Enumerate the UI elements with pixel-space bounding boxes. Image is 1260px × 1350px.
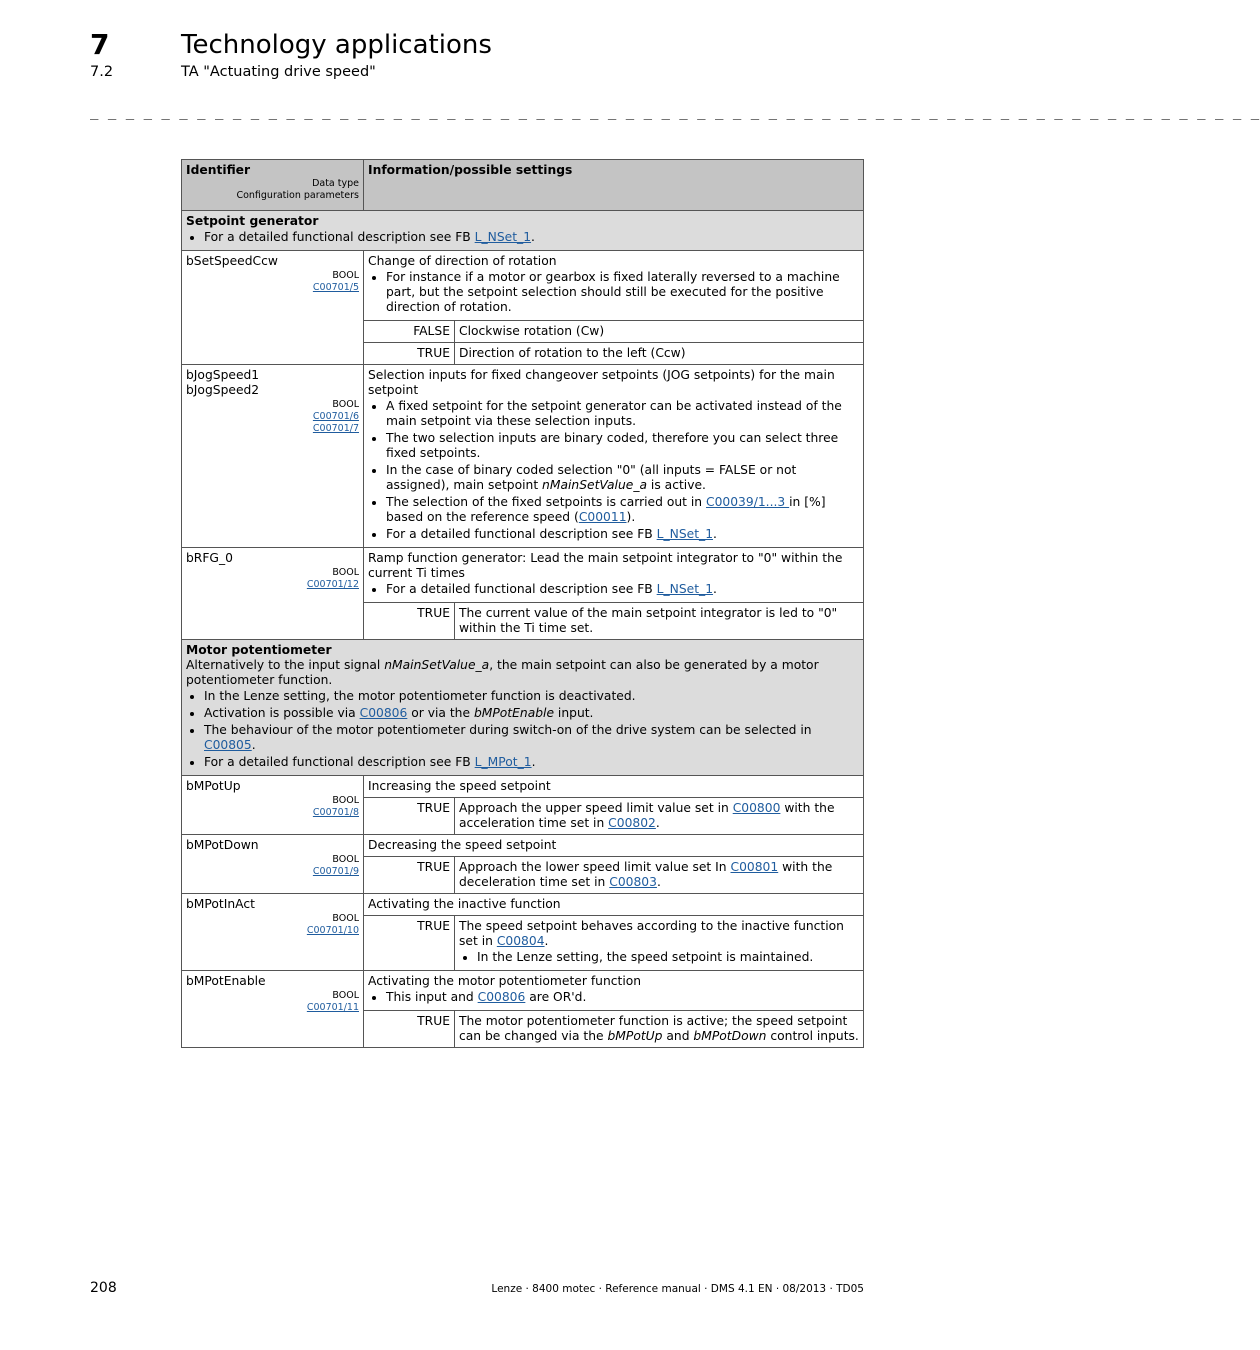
param-link[interactable]: C00701/5 — [312, 282, 359, 293]
table-row — [182, 971, 864, 1048]
section-title: Motor potentiometer — [186, 643, 332, 657]
list-item: • For a detailed functional description see FB L_NSet_1. — [386, 527, 859, 542]
list-item: • The selection of the fixed setpoints is carried out in C00039/1...3 in [%] based on the reference speed (C00011). — [386, 495, 859, 525]
description: Selection inputs for fixed changeover setpoints (JOG setpoints) for the main setpoint — [368, 368, 835, 397]
list-item: • The two selection inputs are binary coded, therefore you can select three fixed setpoints. — [386, 431, 859, 461]
identifier: bJogSpeed1 — [186, 368, 260, 382]
value-description: The speed setpoint behaves according to the inactive function set in C00804. • In the Lenze setting, the speed setpoint is maintained. — [455, 916, 864, 971]
link-l-nset-1[interactable]: L_NSet_1 — [656, 582, 714, 596]
param-link[interactable]: C00701/8 — [312, 807, 359, 818]
link-c00801[interactable]: C00801 — [730, 860, 779, 874]
identifier: bMPotDown — [186, 838, 259, 852]
link-l-nset-1[interactable]: L_NSet_1 — [474, 230, 532, 244]
data-type: BOOL — [332, 990, 359, 1001]
link-c00806[interactable]: C00806 — [359, 706, 408, 720]
list-item: • In the case of binary coded selection "0" (all inputs = FALSE or not assigned), main setpoint nMainSetValue_a is active. — [386, 463, 859, 493]
data-type: BOOL — [332, 854, 359, 865]
link-l-mpot-1[interactable]: L_MPot_1 — [474, 755, 532, 769]
data-type: BOOL — [332, 270, 359, 281]
identifier: bRFG_0 — [186, 551, 233, 565]
list-item: • In the Lenze setting, the motor potentiometer function is deactivated. — [204, 689, 859, 704]
table-row — [182, 548, 864, 640]
footer-reference: Lenze · 8400 motec · Reference manual · DMS 4.1 EN · 08/2013 · TD05 — [491, 1283, 864, 1295]
value-row — [364, 857, 863, 894]
link-c00011[interactable]: C00011 — [578, 510, 627, 524]
section-row-motor-potentiometer — [182, 640, 864, 776]
list-item: • This input and C00806 are OR'd. — [386, 990, 859, 1005]
section-title: Setpoint generator — [186, 214, 319, 228]
description: Increasing the speed setpoint — [368, 779, 551, 793]
link-c00805[interactable]: C00805 — [204, 738, 252, 752]
description: Ramp function generator: Lead the main setpoint integrator to "0" within the current Ti times — [368, 551, 843, 580]
value: TRUE — [364, 1011, 455, 1048]
value-description: Approach the lower speed limit value set In C00801 with the deceleration time set in C00803. — [455, 857, 864, 894]
table-row — [182, 894, 864, 971]
value-description: Clockwise rotation (Cw) — [455, 321, 864, 343]
param-link[interactable]: C00701/7 — [312, 423, 359, 434]
table-header-row — [182, 160, 864, 211]
info-column-header: Information/possible settings — [364, 160, 864, 211]
section-number: 7.2 — [90, 64, 114, 80]
table-row — [182, 365, 864, 548]
section-title: TA "Actuating drive speed" — [181, 64, 376, 80]
link-c00804[interactable]: C00804 — [496, 934, 545, 948]
value-description: Direction of rotation to the left (Ccw) — [455, 343, 864, 365]
identifier: bMPotInAct — [186, 897, 255, 911]
description: Activating the motor potentiometer function — [368, 974, 642, 988]
identifier-column-header: Identifier Data type Configuration parameters — [182, 160, 364, 211]
table-row — [182, 251, 864, 365]
page-number: 208 — [90, 1280, 117, 1296]
value-description: The motor potentiometer function is active; the speed setpoint can be changed via the bMPotUp and bMPotDown control inputs. — [455, 1011, 864, 1048]
list-item: • For a detailed functional description see FB L_NSet_1. — [204, 230, 859, 245]
description: Activating the inactive function — [368, 897, 561, 911]
param-link[interactable]: C00701/11 — [306, 1002, 359, 1013]
param-link[interactable]: C00701/10 — [306, 925, 359, 936]
identifier: bMPotUp — [186, 779, 241, 793]
list-item: • In the Lenze setting, the speed setpoint is maintained. — [477, 950, 859, 965]
list-item: • For a detailed functional description see FB L_NSet_1. — [386, 582, 859, 597]
value: TRUE — [364, 603, 455, 640]
link-c00806[interactable]: C00806 — [477, 990, 526, 1004]
value: TRUE — [364, 916, 455, 971]
value-row — [364, 1011, 863, 1048]
chapter-title: Technology applications — [181, 30, 492, 60]
link-c00802[interactable]: C00802 — [608, 816, 656, 830]
value: TRUE — [364, 857, 455, 894]
value: TRUE — [364, 343, 455, 365]
link-c00803[interactable]: C00803 — [609, 875, 657, 889]
data-type: BOOL — [332, 399, 359, 410]
chapter-number: 7 — [90, 28, 110, 61]
header-separator: _ _ _ _ _ _ _ _ _ _ _ _ _ _ _ _ _ _ _ _ _ _ _ _ _ _ _ _ _ _ _ _ _ _ _ _ _ _ _ _ _ _ _ _ _ _ _ _ _ _ _ _ _ _ _ _ _ _ _ _ _ _ _ _ _ _ — [90, 104, 1260, 120]
list-item: • The behaviour of the motor potentiometer during switch-on of the drive system can be selected in C00805. — [204, 723, 859, 753]
data-type: BOOL — [332, 567, 359, 578]
identifier: bSetSpeedCcw — [186, 254, 278, 268]
link-c00800[interactable]: C00800 — [732, 801, 781, 815]
value-row — [364, 916, 863, 971]
data-type-subheader: Data type — [312, 178, 359, 189]
list-item: • Activation is possible via C00806 or via the bMPotEnable input. — [204, 706, 859, 721]
list-item: • For instance if a motor or gearbox is fixed laterally reversed to a machine part, but the setpoint selection should still be executed for the positive direction of rotation. — [386, 270, 859, 315]
value-row — [364, 603, 863, 640]
list-item: • A fixed setpoint for the setpoint generator can be activated instead of the main setpoint via these selection inputs. — [386, 399, 859, 429]
value: FALSE — [364, 321, 455, 343]
link-c00039[interactable]: C00039/1...3 — [706, 495, 790, 509]
value-description: The current value of the main setpoint integrator is led to "0" within the Ti time set. — [455, 603, 864, 640]
identifier: bMPotEnable — [186, 974, 266, 988]
param-link[interactable]: C00701/6 — [312, 411, 359, 422]
parameter-table — [181, 159, 864, 1048]
link-l-nset-1[interactable]: L_NSet_1 — [656, 527, 714, 541]
config-params-subheader: Configuration parameters — [236, 190, 359, 201]
value: TRUE — [364, 798, 455, 835]
table-row — [182, 835, 864, 894]
description: Change of direction of rotation — [368, 254, 557, 268]
section-row-setpoint-generator — [182, 211, 864, 251]
data-type: BOOL — [332, 913, 359, 924]
section-intro: Alternatively to the input signal nMainSetValue_a, the main setpoint can also be generated by a motor potentiometer function. — [186, 658, 819, 687]
list-item: • For a detailed functional description see FB L_MPot_1. — [204, 755, 859, 770]
value-row — [364, 321, 863, 343]
value-row — [364, 798, 863, 835]
data-type: BOOL — [332, 795, 359, 806]
identifier: bJogSpeed2 — [186, 383, 260, 397]
description: Decreasing the speed setpoint — [368, 838, 557, 852]
table-row — [182, 776, 864, 835]
value-description: Approach the upper speed limit value set in C00800 with the acceleration time set in C00802. — [455, 798, 864, 835]
param-link[interactable]: C00701/12 — [306, 579, 359, 590]
value-row — [364, 343, 863, 365]
param-link[interactable]: C00701/9 — [312, 866, 359, 877]
